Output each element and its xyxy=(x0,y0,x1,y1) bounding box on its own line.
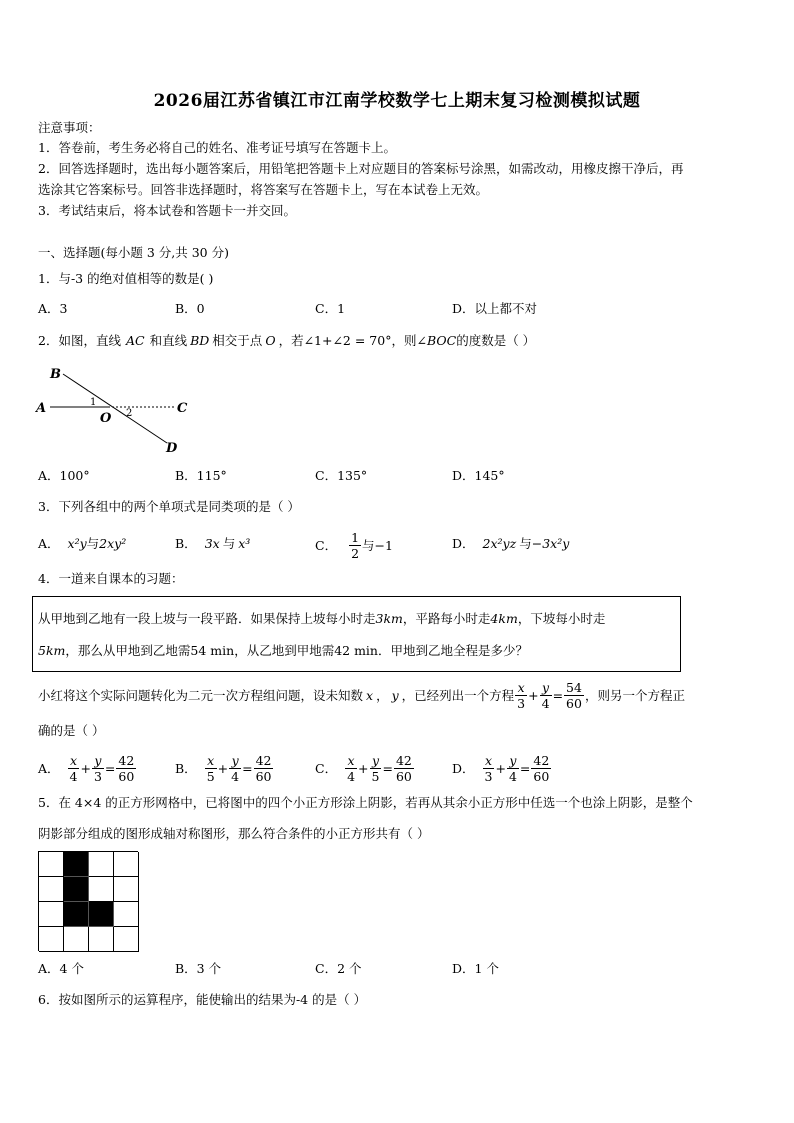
q1-option-a: A．3 xyxy=(38,301,68,316)
option-label: A． xyxy=(38,536,60,551)
section-heading: 一、选择题(每小题 3 分,共 30 分) xyxy=(38,245,229,260)
grid-cell xyxy=(39,927,64,952)
fraction xyxy=(564,680,584,711)
expr: x²y xyxy=(67,536,87,551)
q4-option-d: D． $\frac{x}{3}$ + $\frac{y}{4}$ = $\frac{42}{60}$ xyxy=(452,752,550,784)
q5-option-b: B．3 个 xyxy=(175,961,222,976)
grid-cell xyxy=(114,927,139,952)
label-d: D xyxy=(166,441,178,456)
fraction-den: 4 xyxy=(69,768,78,784)
fraction-num: 1 xyxy=(351,529,360,545)
expr-connector: 与 xyxy=(86,536,100,551)
fraction xyxy=(345,753,357,784)
grid-cell-shaded xyxy=(89,902,114,927)
fraction xyxy=(205,753,217,784)
q5-stem-line-1: 5．在 4×4 的正方形网格中，已将图中的四个小正方形涂上阴影，若再从其余小正方形中任选一个也涂上阴影，是整个 xyxy=(38,795,693,810)
sep: ， xyxy=(376,688,389,703)
grid-cell xyxy=(39,902,64,927)
q5-option-c: C．2 个 xyxy=(315,961,362,976)
q2-option-c: C．135° xyxy=(315,468,368,483)
box-text: 从甲地到乙地有一段上坡与一段平路．如果保持上坡每小时走 xyxy=(38,611,376,626)
fraction-den: 60 xyxy=(118,768,135,784)
fraction-num: y xyxy=(92,753,104,769)
notes-item-2: 2．回答选择题时，选出每小题答案后，用铅笔把答题卡上对应题目的答案标号涂黑，如需改动，用橡皮擦干净后，再 xyxy=(38,161,684,176)
fraction xyxy=(531,753,551,784)
fraction xyxy=(370,753,382,784)
q2-option-d: D．145° xyxy=(452,468,505,483)
q2-line-bd: BD xyxy=(190,333,210,348)
q4-box-line-2 xyxy=(38,640,528,662)
q4-text: 小红将这个实际问题转化为二元一次方程组问题，设未知数 xyxy=(38,688,364,703)
notes-item-2-cont: 选涂其它答案标号。回答非选择题时，将答案写在答题卡上，写在本试卷上无效。 xyxy=(38,182,489,197)
q1-option-d: D．以上都不对 xyxy=(452,301,538,316)
q1-option-c: C．1 xyxy=(315,301,346,316)
fraction-den: 60 xyxy=(533,768,550,784)
fraction-den: 5 xyxy=(206,768,215,784)
page-title: 2026届江苏省镇江市江南学校数学七上期末复习检测模拟试题 xyxy=(153,91,641,111)
notes-item-3: 3．考试结束后，将本试卷和答题卡一并交回。 xyxy=(38,203,296,218)
expr: 2x²yz xyxy=(482,536,517,551)
q6-stem: 6．按如图所示的运算程序，能使输出的结果为-4 的是（ ） xyxy=(38,992,367,1007)
notes-heading: 注意事项： xyxy=(38,120,101,135)
fraction-num: x xyxy=(205,753,217,769)
fraction-num: 42 xyxy=(395,752,412,768)
fraction xyxy=(515,680,527,711)
fraction xyxy=(229,753,241,784)
q3-option-a xyxy=(38,533,126,555)
fraction-den: 3 xyxy=(517,695,526,711)
fraction-den: 5 xyxy=(371,768,380,784)
option-label: C． xyxy=(315,761,338,776)
var: x xyxy=(366,687,374,703)
fraction-num: x xyxy=(483,753,495,769)
fraction-den: 3 xyxy=(93,768,102,784)
fraction xyxy=(254,753,274,784)
fraction-num: x xyxy=(515,680,527,696)
fraction-den: 4 xyxy=(347,768,356,784)
grid-cell xyxy=(114,902,139,927)
option-label: A． xyxy=(38,761,60,776)
expr-connector: 与 xyxy=(519,536,532,551)
box-value: 5km xyxy=(38,643,66,658)
fraction-num: y xyxy=(229,753,241,769)
fraction-num: y xyxy=(540,680,552,696)
fraction-den: 4 xyxy=(541,695,550,711)
expr: 3x xyxy=(204,536,220,551)
q5-stem-line-2: 阴影部分组成的图形成轴对称图形，那么符合条件的小正方形共有（ ） xyxy=(38,826,430,841)
fraction-den: 3 xyxy=(484,768,493,784)
grid-cell-shaded xyxy=(64,877,89,902)
label-angle-1: 1 xyxy=(90,397,97,408)
fraction xyxy=(483,753,495,784)
q3-option-c xyxy=(315,525,393,565)
q4-box-line-1 xyxy=(38,608,605,630)
q2-stem-part: 2．如图，直线 xyxy=(38,333,121,348)
fraction xyxy=(540,680,552,711)
fraction xyxy=(349,530,361,561)
q2-stem-part: ，若∠1+∠2 = 70°，则∠ xyxy=(278,333,427,348)
fraction-den: 2 xyxy=(351,545,360,561)
fraction-den: 60 xyxy=(255,768,272,784)
q4-option-b: B． $\frac{x}{5}$ + $\frac{y}{4}$ = $\frac{42}{60}$ xyxy=(175,752,272,784)
fraction-den: 4 xyxy=(508,768,517,784)
q2-figure xyxy=(30,360,200,460)
var: y xyxy=(391,687,399,703)
fraction xyxy=(92,753,104,784)
q2-option-b: B．115° xyxy=(175,468,227,483)
q5-option-a: A．4 个 xyxy=(38,961,84,976)
expr: −3x²y xyxy=(531,536,570,551)
q3-option-b xyxy=(175,533,250,555)
q3-stem: 3．下列各组中的两个单项式是同类项的是（ ） xyxy=(38,499,300,514)
q2-stem-part: 相交于点 xyxy=(212,333,263,348)
grid-cell xyxy=(39,877,64,902)
box-value: 54 min xyxy=(190,643,235,658)
grid-cell xyxy=(89,877,114,902)
expr: x³ xyxy=(238,536,251,551)
label-a: A xyxy=(36,401,47,416)
grid-cell xyxy=(39,852,64,877)
q2-stem-part: 和直线 xyxy=(149,333,188,348)
fraction-num: 42 xyxy=(118,752,135,768)
fraction-num: x xyxy=(68,753,80,769)
fraction xyxy=(507,753,519,784)
label-c: C xyxy=(177,401,188,416)
q4-stem: 4．一道来自课本的习题： xyxy=(38,571,184,586)
grid-cell xyxy=(89,927,114,952)
box-text: ，那么从甲地到乙地需 xyxy=(65,643,191,658)
q4-text-2: 确的是（ ） xyxy=(38,723,105,738)
q1-stem: 1．与-3 的绝对值相等的数是( ) xyxy=(38,271,214,286)
box-value: 42 min xyxy=(334,643,378,658)
q2-stem-part: 的度数是（ ） xyxy=(456,333,536,348)
fraction-den: 60 xyxy=(395,768,412,784)
box-value: 4km xyxy=(490,611,518,626)
option-label: C． xyxy=(315,538,338,553)
label-b: B xyxy=(50,367,61,382)
grid-cell-shaded xyxy=(64,852,89,877)
box-value: 3km xyxy=(375,611,403,626)
expr: 与−1 xyxy=(362,538,393,553)
line-bd xyxy=(63,374,167,443)
box-text: ，下坡每小时走 xyxy=(517,611,606,626)
q5-grid-figure xyxy=(38,851,138,951)
fraction-num: 42 xyxy=(533,752,550,768)
fraction-num: 54 xyxy=(566,679,582,695)
option-label: D． xyxy=(452,761,475,776)
fraction-den: 4 xyxy=(231,768,240,784)
option-label: D． xyxy=(452,536,475,551)
fraction-num: 42 xyxy=(255,752,272,768)
q1-option-b: B．0 xyxy=(175,301,205,316)
grid-cell xyxy=(89,852,114,877)
fraction xyxy=(394,753,414,784)
q2-point-o: O xyxy=(265,333,276,348)
fraction-den: 60 xyxy=(566,695,582,711)
fraction xyxy=(68,753,80,784)
grid-cell-shaded xyxy=(64,902,89,927)
label-angle-2: 2 xyxy=(126,408,133,419)
q2-angle-boc: BOC xyxy=(426,333,457,348)
q4-option-a: A． $\frac{x}{4}$ + $\frac{y}{3}$ = $\frac{42}{60}$ xyxy=(38,752,135,784)
q2-option-a: A．100° xyxy=(38,468,90,483)
grid-cell xyxy=(64,927,89,952)
notes-item-1: 1．答卷前，考生务必将自己的姓名、准考证号填写在答题卡上。 xyxy=(38,140,396,155)
grid-cell xyxy=(114,852,139,877)
q5-option-d: D．1 个 xyxy=(452,961,499,976)
box-text: ，从乙地到甲地需 xyxy=(234,643,335,658)
grid-cell xyxy=(114,877,139,902)
fraction-num: y xyxy=(370,753,382,769)
q4-text: ，已经列出一个方程 xyxy=(401,688,515,703)
q4-text-1: 小红将这个实际问题转化为二元一次方程组问题，设未知数 x ， y ，已经列出一个方程 $\frac{x}{3}$ + $\frac{y}{4}$ = $\frac{54}{60}$ ，则另一个方程正 xyxy=(38,679,685,711)
box-text: ，平路每小时走 xyxy=(402,611,491,626)
label-o: O xyxy=(100,411,112,426)
q2-stem xyxy=(38,330,535,352)
q3-option-d xyxy=(452,533,569,555)
fraction-num: y xyxy=(507,753,519,769)
q4-text: ，则另一个方程正 xyxy=(584,688,685,703)
box-text: ．甲地到乙地全程是多少？ xyxy=(377,643,528,658)
fraction xyxy=(116,753,136,784)
option-label: B． xyxy=(175,536,197,551)
option-label: B． xyxy=(175,761,197,776)
q4-option-c: C． $\frac{x}{4}$ + $\frac{y}{5}$ = $\frac{42}{60}$ xyxy=(315,752,412,784)
expr: 2xy² xyxy=(99,536,127,551)
expr-connector: 与 xyxy=(222,536,236,551)
fraction-num: x xyxy=(345,753,357,769)
q2-line-ac: AC xyxy=(125,333,145,348)
